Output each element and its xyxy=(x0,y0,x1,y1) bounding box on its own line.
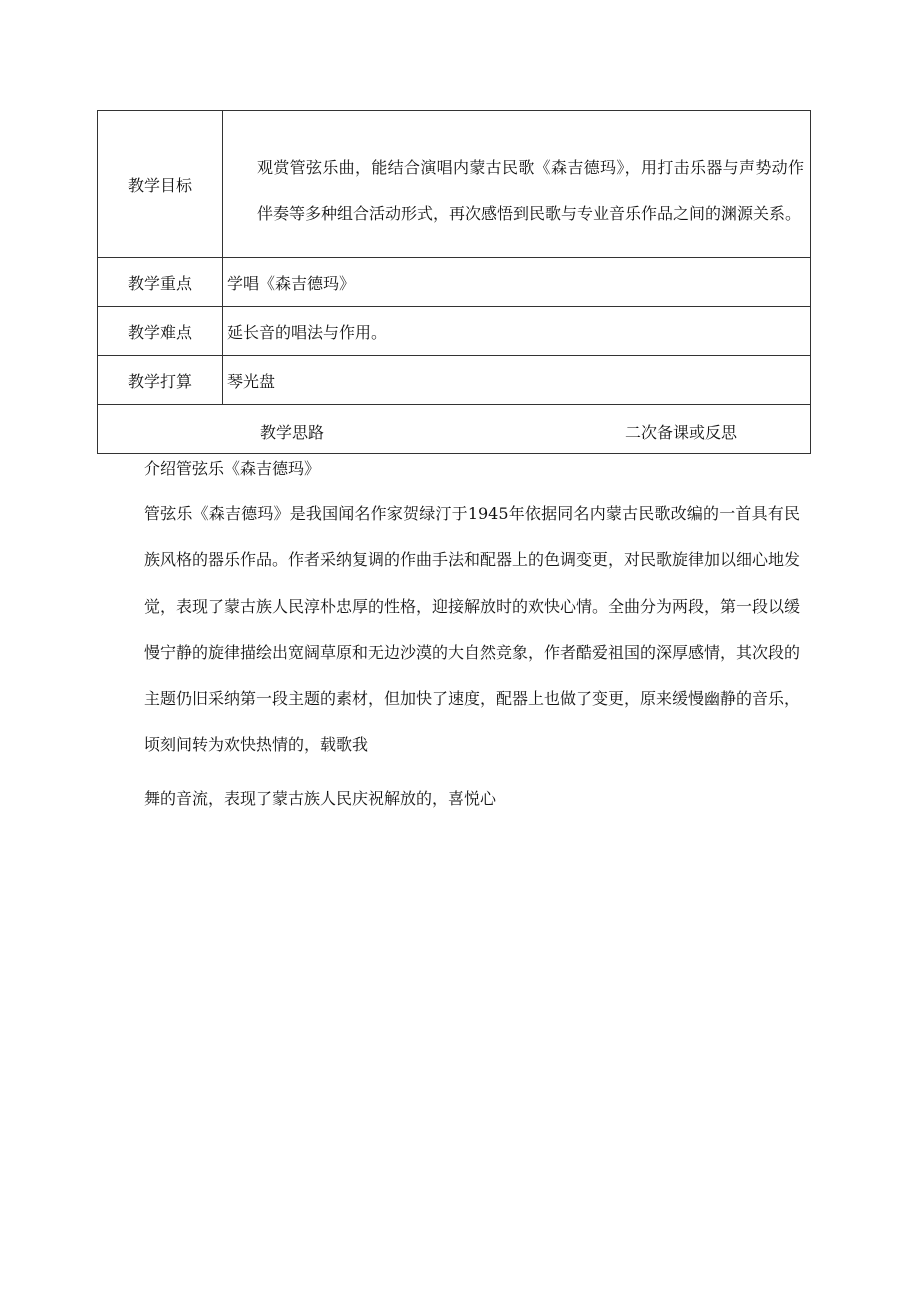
lesson-plan-table xyxy=(97,110,811,454)
table-row-header xyxy=(98,405,811,454)
goals-cell xyxy=(223,111,811,258)
difficulty-label: 教学难点 xyxy=(98,307,223,356)
header-cell xyxy=(98,405,811,454)
goals-label: 教学目标 xyxy=(98,111,223,258)
body-paragraph-end: 舞的音流，表现了蒙古族人民庆祝解放的，喜悦心 xyxy=(144,789,497,808)
section-title: 介绍管弦乐《森吉德玛》 xyxy=(144,459,321,478)
goals-text: 观赏管弦乐曲，能结合演唱内蒙古民歌《森吉德玛》，用打击乐器与声势动作伴奏等多种组合活动形式，再次感悟到民歌与专业音乐作品之间的渊源关系。 xyxy=(257,158,804,223)
table-row-difficulty xyxy=(98,307,811,356)
difficulty-text: 延长音的唱法与作用。 xyxy=(223,307,811,356)
focus-text: 学唱《森吉德玛》 xyxy=(223,258,811,307)
table-row-goals xyxy=(98,111,811,258)
table-row-focus xyxy=(98,258,811,307)
thinking-header: 教学思路 xyxy=(260,423,325,442)
body-paragraph: 管弦乐《森吉德玛》是我国闻名作家贺绿汀于1945年依据同名内蒙古民歌改编的一首具有民族风格的器乐作品。作者采纳复调的作曲手法和配器上的色调变更，对民歌旋律加以细心地发觉，表现了蒙古族人民淳朴忠厚的性格，迎接解放时的欢快心情。全曲分为两段，第一段以缓慢宁静的旋律描绘出宽阔草原和无边沙漠的大自然竞象，作者酷爱祖国的深厚感情，其次段的主题仍旧采纳第一段主题的素材，但加快了速度，配器上也做了变更，原来缓慢幽静的音乐，顷刻间转为欢快热情的，载歌我 xyxy=(144,504,801,755)
preparation-label: 教学打算 xyxy=(98,356,223,405)
reflection-header: 二次备课或反思 xyxy=(625,423,738,442)
focus-label: 教学重点 xyxy=(98,258,223,307)
table-row-preparation xyxy=(98,356,811,405)
preparation-text: 琴光盘 xyxy=(223,356,811,405)
